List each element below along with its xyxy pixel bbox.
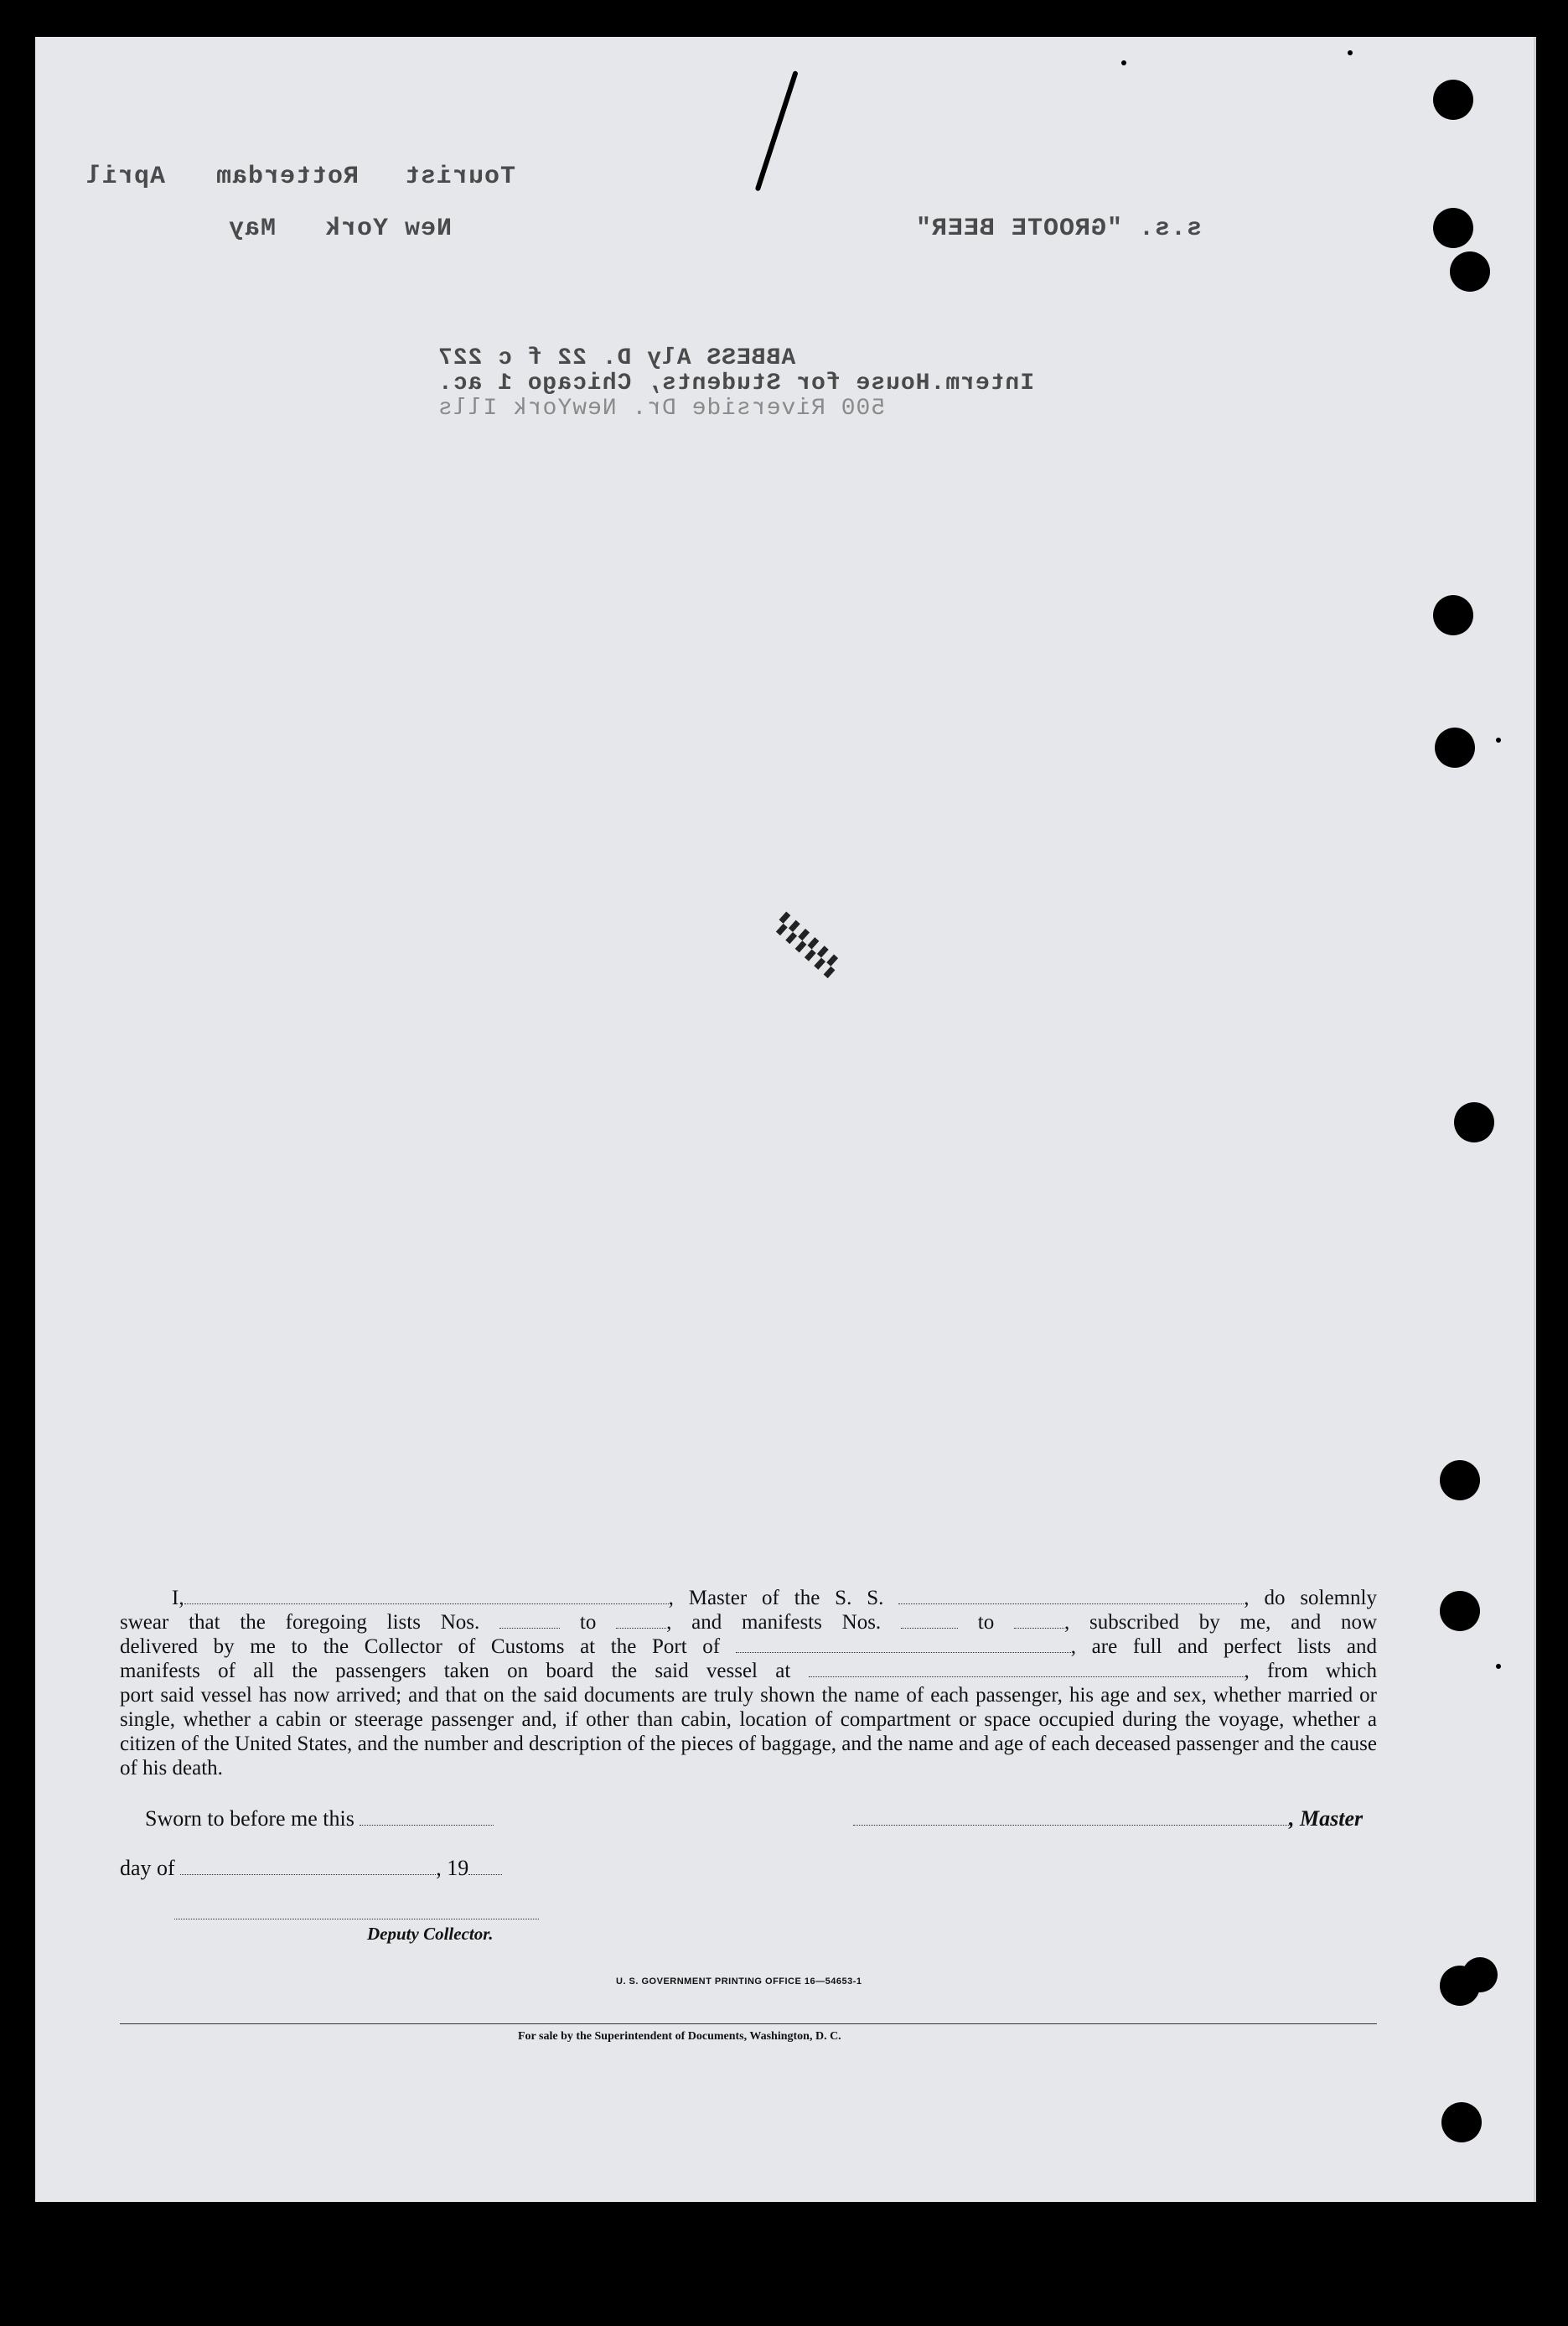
master-signature: , Master [853, 1806, 1363, 1831]
stamp-mark: ▚▚▚▚▚▚ [770, 913, 842, 981]
manifests-to-field[interactable] [1014, 1613, 1064, 1629]
oath-text: delivered by me to the Collector of Customs at the Port of [120, 1635, 721, 1658]
pen-mark [755, 70, 799, 192]
master-signature-field[interactable] [853, 1810, 1289, 1826]
binder-hole [1462, 1957, 1498, 1992]
footer-rule [120, 2023, 1377, 2024]
binder-hole [1440, 1460, 1480, 1500]
oath-text: , are full and perfect lists and [1070, 1635, 1378, 1658]
manifest-port-to: New York [324, 215, 453, 243]
oath-text: I, [172, 1587, 184, 1609]
speck [1121, 60, 1126, 65]
entry-line-3: 500 Riverside Dr. NewYork Ills [437, 396, 886, 422]
oath-paragraph [120, 1586, 1377, 1780]
deputy-signature-field[interactable] [174, 1904, 539, 1919]
printer-line: U. S. GOVERNMENT PRINTING OFFICE 16—54653-1 [616, 1976, 862, 1987]
binder-hole [1433, 80, 1473, 120]
lists-from-field[interactable] [499, 1613, 560, 1629]
speck [872, 2291, 878, 2298]
oath-text: , and manifests Nos. [666, 1611, 882, 1634]
binder-hole [1441, 2102, 1482, 2142]
sworn-date-field[interactable] [360, 1810, 494, 1826]
speck [1496, 1664, 1501, 1669]
oath-text: , do solemnly [1244, 1587, 1377, 1609]
oath-text: swear that the foregoing lists Nos. [120, 1611, 480, 1634]
manifests-from-field[interactable] [901, 1613, 958, 1629]
speck [1496, 738, 1501, 743]
manifest-port-from: Rotterdam [215, 163, 360, 191]
sworn-label: Sworn to before me this [145, 1806, 494, 1831]
departure-port-field[interactable] [809, 1661, 1245, 1677]
oath-text: manifests of all the passengers taken on board the said vessel at [120, 1660, 791, 1682]
oath-text: , Master of the S. S. [668, 1587, 884, 1609]
oath-text: port said vessel has now arrived; and that on the said documents are truly shown the name of each passenger, his age and sex, whether married or single, whether a cabin or steerage passenger and, if other than cabin, location of compartment or space occupied during the voyage, whether a citizen of the United States, and the number and description of the pieces of baggage, and the name and age of each deceased passenger and the cause of his death. [120, 1684, 1377, 1779]
day-of-label: day of , 19 [120, 1856, 502, 1881]
port-field[interactable] [736, 1637, 1071, 1653]
year-field[interactable] [468, 1859, 502, 1875]
manifest-ship: s.s. "GROOTE BEER" [915, 215, 1203, 243]
oath-text: to [977, 1611, 995, 1634]
manifest-month: April [85, 163, 166, 191]
deputy-label: Deputy Collector. [367, 1924, 494, 1944]
oath-text: to [579, 1611, 597, 1634]
binder-hole [1454, 1102, 1494, 1142]
binder-hole [1435, 728, 1475, 768]
lists-to-field[interactable] [616, 1613, 666, 1629]
binder-hole [1433, 595, 1473, 635]
oath-text: , subscribed by me, and now [1064, 1611, 1378, 1634]
entry-line-1: ABBESS Aly D. 22 f c 227 [437, 345, 796, 371]
master-name-field[interactable] [184, 1588, 669, 1604]
binder-hole [1433, 208, 1473, 248]
day-of-field[interactable] [180, 1859, 436, 1875]
manifest-day: May [228, 215, 277, 243]
oath-text: , from which [1244, 1660, 1377, 1682]
binder-hole [1440, 1591, 1480, 1631]
ship-name-field[interactable] [898, 1588, 1244, 1604]
sale-line: For sale by the Superintendent of Documents, Washington, D. C. [518, 2030, 841, 2043]
manifest-class: Tourist [404, 163, 516, 191]
entry-line-2: Interm.House for Students, Chicago 1 ac. [437, 370, 1035, 396]
binder-hole [1450, 251, 1490, 292]
speck [1348, 50, 1353, 55]
